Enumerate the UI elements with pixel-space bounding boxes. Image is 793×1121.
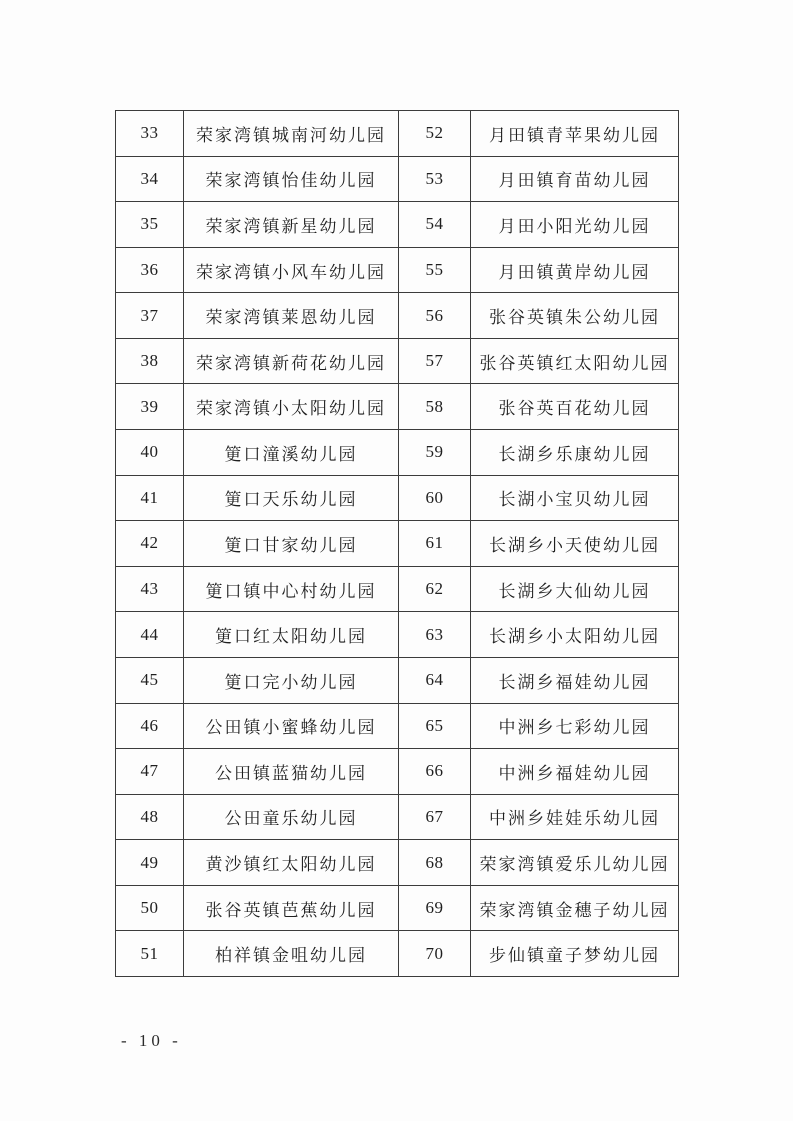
serial-number-cell: 55 xyxy=(399,247,471,293)
kindergarten-name-cell: 荣家湾镇城南河幼儿园 xyxy=(184,111,399,157)
kindergarten-name-cell: 筻口红太阳幼儿园 xyxy=(184,612,399,658)
serial-number-cell: 52 xyxy=(399,111,471,157)
serial-number-cell: 69 xyxy=(399,885,471,931)
kindergarten-name-cell: 筻口甘家幼儿园 xyxy=(184,521,399,567)
kindergarten-name-cell: 柏祥镇金咀幼儿园 xyxy=(184,931,399,977)
serial-number-cell: 45 xyxy=(116,657,184,703)
serial-number-cell: 62 xyxy=(399,566,471,612)
table-row xyxy=(116,703,679,749)
table-row xyxy=(116,156,679,202)
serial-number-cell: 67 xyxy=(399,794,471,840)
table-row xyxy=(116,840,679,886)
kindergarten-name-cell: 长湖小宝贝幼儿园 xyxy=(471,475,679,521)
kindergarten-name-cell: 荣家湾镇小太阳幼儿园 xyxy=(184,384,399,430)
serial-number-cell: 57 xyxy=(399,338,471,384)
serial-number-cell: 43 xyxy=(116,566,184,612)
serial-number-cell: 61 xyxy=(399,521,471,567)
kindergarten-name-cell: 荣家湾镇怡佳幼儿园 xyxy=(184,156,399,202)
serial-number-cell: 36 xyxy=(116,247,184,293)
kindergarten-name-cell: 长湖乡福娃幼儿园 xyxy=(471,657,679,703)
serial-number-cell: 60 xyxy=(399,475,471,521)
kindergarten-name-cell: 月田小阳光幼儿园 xyxy=(471,202,679,248)
table-row xyxy=(116,384,679,430)
serial-number-cell: 48 xyxy=(116,794,184,840)
kindergarten-name-cell: 月田镇育苗幼儿园 xyxy=(471,156,679,202)
table-row xyxy=(116,931,679,977)
kindergarten-name-cell: 长湖乡大仙幼儿园 xyxy=(471,566,679,612)
table-row xyxy=(116,885,679,931)
serial-number-cell: 47 xyxy=(116,749,184,795)
kindergarten-name-cell: 黄沙镇红太阳幼儿园 xyxy=(184,840,399,886)
table-row xyxy=(116,202,679,248)
table-row xyxy=(116,247,679,293)
serial-number-cell: 35 xyxy=(116,202,184,248)
serial-number-cell: 50 xyxy=(116,885,184,931)
kindergarten-name-cell: 张谷英镇红太阳幼儿园 xyxy=(471,338,679,384)
serial-number-cell: 66 xyxy=(399,749,471,795)
kindergarten-name-cell: 荣家湾镇爱乐儿幼儿园 xyxy=(471,840,679,886)
kindergarten-name-cell: 筻口潼溪幼儿园 xyxy=(184,430,399,476)
table-row xyxy=(116,475,679,521)
serial-number-cell: 56 xyxy=(399,293,471,339)
serial-number-cell: 63 xyxy=(399,612,471,658)
serial-number-cell: 33 xyxy=(116,111,184,157)
serial-number-cell: 34 xyxy=(116,156,184,202)
serial-number-cell: 38 xyxy=(116,338,184,384)
kindergarten-name-cell: 公田镇蓝猫幼儿园 xyxy=(184,749,399,795)
kindergarten-name-cell: 公田镇小蜜蜂幼儿园 xyxy=(184,703,399,749)
kindergarten-name-cell: 筻口完小幼儿园 xyxy=(184,657,399,703)
kindergarten-name-cell: 公田童乐幼儿园 xyxy=(184,794,399,840)
kindergarten-name-cell: 月田镇黄岸幼儿园 xyxy=(471,247,679,293)
kindergarten-name-cell: 筻口镇中心村幼儿园 xyxy=(184,566,399,612)
table-body xyxy=(116,111,679,977)
table-row xyxy=(116,111,679,157)
table-row xyxy=(116,338,679,384)
serial-number-cell: 46 xyxy=(116,703,184,749)
kindergarten-name-cell: 荣家湾镇新星幼儿园 xyxy=(184,202,399,248)
serial-number-cell: 39 xyxy=(116,384,184,430)
table-row xyxy=(116,657,679,703)
kindergarten-name-cell: 张谷英百花幼儿园 xyxy=(471,384,679,430)
serial-number-cell: 51 xyxy=(116,931,184,977)
kindergarten-name-cell: 荣家湾镇小风车幼儿园 xyxy=(184,247,399,293)
table-row xyxy=(116,566,679,612)
table-row xyxy=(116,749,679,795)
table-row xyxy=(116,293,679,339)
serial-number-cell: 54 xyxy=(399,202,471,248)
kindergarten-name-cell: 步仙镇童子梦幼儿园 xyxy=(471,931,679,977)
kindergarten-name-cell: 长湖乡小天使幼儿园 xyxy=(471,521,679,567)
kindergarten-table xyxy=(115,110,679,977)
kindergarten-name-cell: 张谷英镇芭蕉幼儿园 xyxy=(184,885,399,931)
table-row xyxy=(116,612,679,658)
kindergarten-name-cell: 长湖乡乐康幼儿园 xyxy=(471,430,679,476)
kindergarten-name-cell: 荣家湾镇莱恩幼儿园 xyxy=(184,293,399,339)
serial-number-cell: 58 xyxy=(399,384,471,430)
kindergarten-name-cell: 中洲乡福娃幼儿园 xyxy=(471,749,679,795)
serial-number-cell: 65 xyxy=(399,703,471,749)
kindergarten-name-cell: 张谷英镇朱公幼儿园 xyxy=(471,293,679,339)
serial-number-cell: 49 xyxy=(116,840,184,886)
serial-number-cell: 68 xyxy=(399,840,471,886)
table-row xyxy=(116,521,679,567)
kindergarten-name-cell: 中洲乡娃娃乐幼儿园 xyxy=(471,794,679,840)
kindergarten-name-cell: 中洲乡七彩幼儿园 xyxy=(471,703,679,749)
kindergarten-name-cell: 荣家湾镇新荷花幼儿园 xyxy=(184,338,399,384)
serial-number-cell: 64 xyxy=(399,657,471,703)
serial-number-cell: 53 xyxy=(399,156,471,202)
table-row xyxy=(116,794,679,840)
serial-number-cell: 37 xyxy=(116,293,184,339)
serial-number-cell: 41 xyxy=(116,475,184,521)
serial-number-cell: 40 xyxy=(116,430,184,476)
serial-number-cell: 44 xyxy=(116,612,184,658)
kindergarten-name-cell: 荣家湾镇金穗子幼儿园 xyxy=(471,885,679,931)
kindergarten-name-cell: 月田镇青苹果幼儿园 xyxy=(471,111,679,157)
serial-number-cell: 42 xyxy=(116,521,184,567)
serial-number-cell: 70 xyxy=(399,931,471,977)
kindergarten-name-cell: 长湖乡小太阳幼儿园 xyxy=(471,612,679,658)
table-row xyxy=(116,430,679,476)
page-number: - 10 - xyxy=(121,1031,182,1050)
kindergarten-name-cell: 筻口天乐幼儿园 xyxy=(184,475,399,521)
serial-number-cell: 59 xyxy=(399,430,471,476)
